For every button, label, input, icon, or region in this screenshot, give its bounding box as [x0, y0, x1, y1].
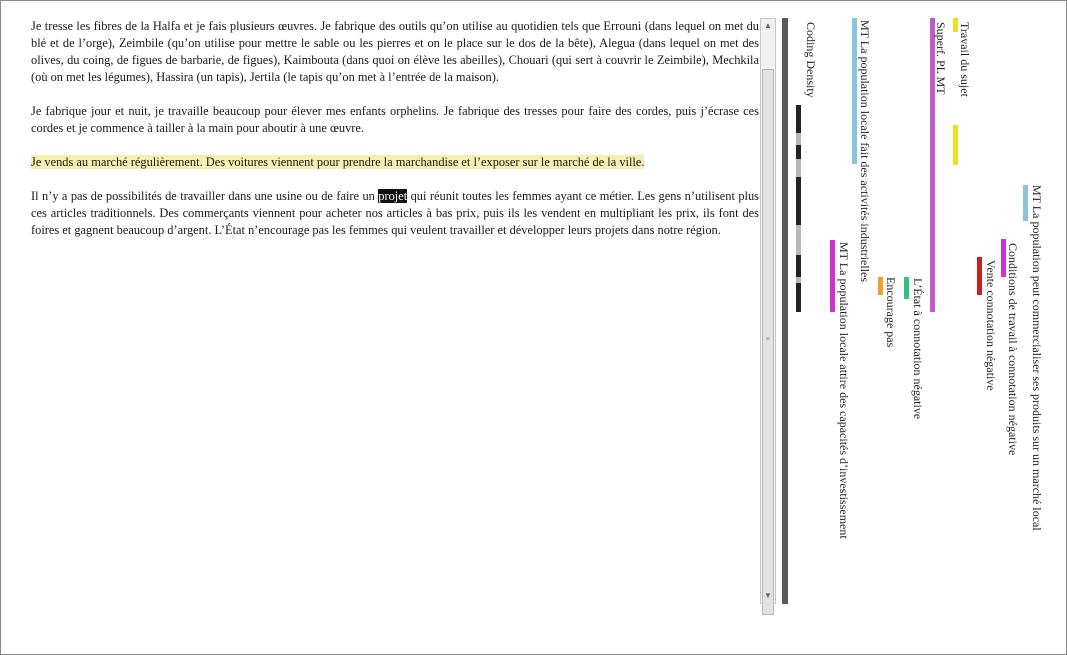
code-bar-marche-local[interactable]	[1023, 185, 1028, 221]
coding-density-strip	[796, 105, 801, 312]
scroll-up-arrow-icon[interactable]: ▲	[764, 21, 772, 30]
code-bar-vente[interactable]	[977, 257, 982, 295]
coding-density-label: Coding Density	[804, 22, 818, 98]
code-label-activites-industrielles: MT La population locale fait des activités industrielles	[858, 20, 872, 283]
code-label-etat: L’État à connotation négative	[911, 278, 925, 420]
scroll-down-arrow-icon[interactable]: ▼	[764, 591, 772, 600]
paragraph-2: Je fabrique jour et nuit, je travaille beaucoup pour élever mes enfants orphelins. Je fabrique des tresses pour faire des cordes, puis j’écrase ces cordes et je commence à tailler à la main pour aboutir à une œuvre.	[31, 104, 759, 135]
code-label-vente: Vente connotation négative	[984, 260, 998, 391]
code-label-encourage: Encourage pas	[884, 277, 898, 348]
code-bar-etat[interactable]	[904, 277, 909, 299]
code-label-investissement: MT La population locale attire des capacités d’investissement	[837, 242, 851, 539]
coded-highlight[interactable]: Je vends au marché régulièrement. Des voitures viennent pour prendre la marchandise et l’exposer sur le marché de la ville.	[31, 155, 645, 169]
paragraph-3	[31, 154, 759, 171]
code-bar-encourage[interactable]	[878, 277, 883, 295]
code-bar-investissement[interactable]	[830, 240, 835, 312]
code-label-superf: Superf. PL MT	[934, 22, 948, 95]
code-label-conditions-travail: Conditions de travail à connotation négative	[1006, 243, 1020, 456]
code-label-marche-local: MT La population peut commercialiser ses produits sur un marché local	[1030, 185, 1044, 531]
selected-word[interactable]: projet	[378, 189, 408, 203]
paragraph-1: Je tresse les fibres de la Halfa et je fais plusieurs œuvres. Je fabrique des outils qu’on utilise au quotidien tels que Errouni (dans lequel on met du blé et de l’orge), Zeimbile (qu’on utilise pour mettre le sable ou les pierres et on le place sur le dos de la bête), Alegua (dans lequel on met des olives, du coing, de figues de barbarie, de figues), Kaimbouta (dans quoi on élève les abeilles), Chouari (qui sert à couvrir le Zeimbile), Mechkila (où on met les légumes), Hassira (un tapis), Jertila (le tapis qu’on met à l’entrée de la maison).	[31, 19, 759, 84]
vertical-scrollbar[interactable]	[760, 18, 776, 604]
code-bar-travail-2[interactable]	[953, 125, 958, 165]
document-extent-rule	[782, 18, 788, 604]
document-text-area[interactable]	[31, 18, 759, 256]
paragraph-4-before: Il n’y a pas de possibilités de travailler dans une usine ou de faire un	[31, 189, 379, 203]
scroll-grip-icon: ≡	[766, 335, 770, 343]
code-bar-activites-industrielles[interactable]	[852, 18, 857, 164]
paragraph-4-after: qui réunit toutes les femmes ayant ce métier. Les gens n’utilisent plus ces articles traditionnels. Des commerçants viennent pour acheter nos articles à bas prix, puis ils les vendent en multipliant les prix, ils font des foires et gagnent beaucoup d’argent. L’État n’encourage pas les femmes qui veulent travailler et développer leurs projets dans notre région.	[31, 189, 759, 237]
paragraph-4	[31, 188, 759, 239]
code-label-travail: Travail du sujet	[958, 22, 972, 97]
scroll-thumb[interactable]	[762, 69, 774, 615]
